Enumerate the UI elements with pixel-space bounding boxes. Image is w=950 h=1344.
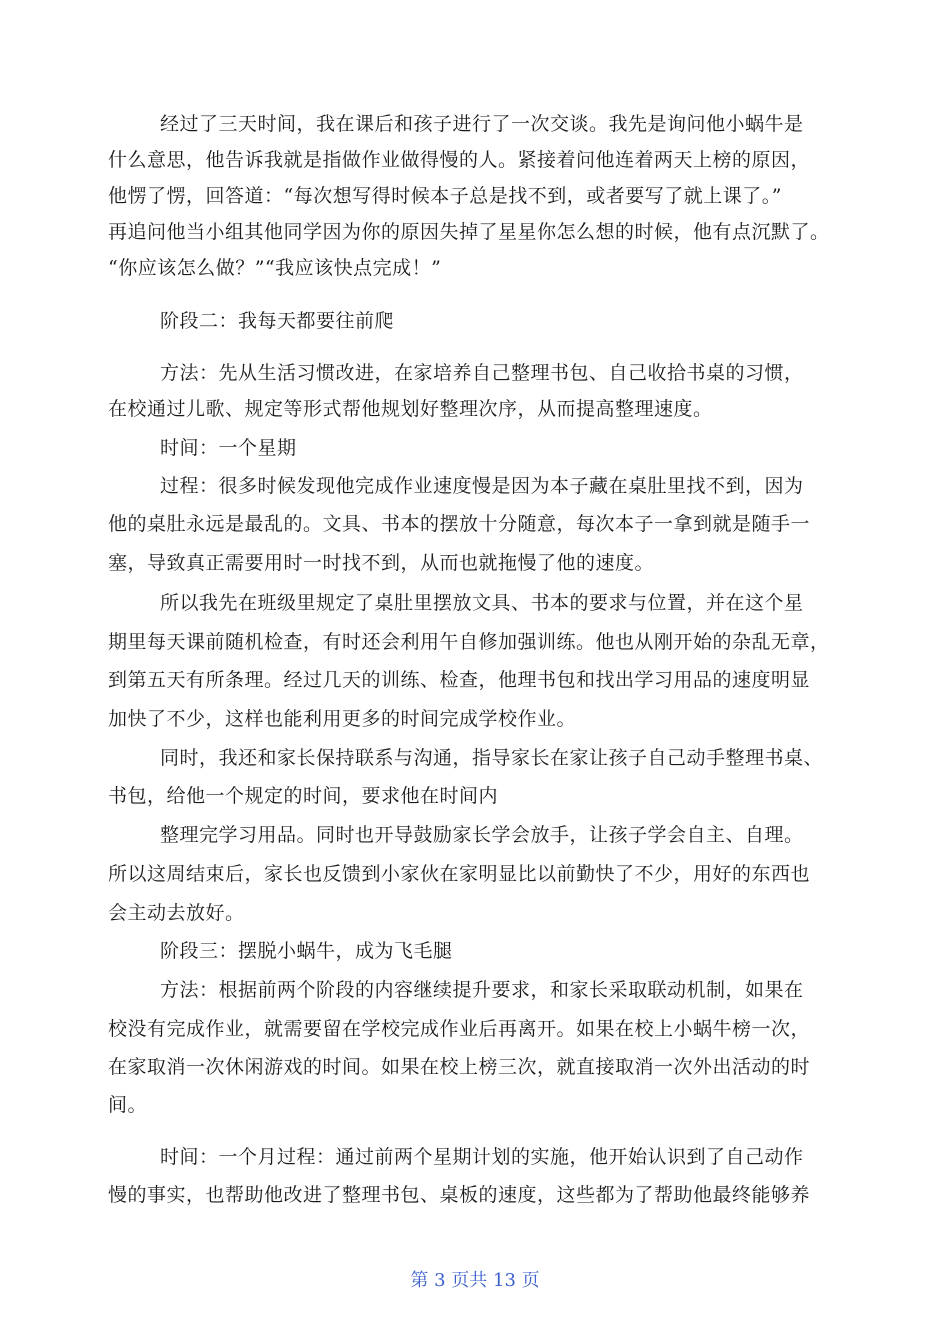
text-line: 再追问他当小组其他同学因为你的原因失掉了星星你怎么想的时候，他有点沉默了。: [108, 221, 830, 243]
text-line: 时间：一个月过程：通过前两个星期计划的实施，他开始认识到了自己动作: [160, 1146, 804, 1168]
text-line: 塞，导致真正需要用时一时找不到，从而也就拖慢了他的速度。: [108, 552, 655, 574]
text-line: 书包，给他一个规定的时间，要求他在时间内: [108, 785, 499, 807]
text-line: 时间：一个星期: [160, 437, 297, 459]
text-line: 经过了三天时间，我在课后和孩子进行了一次交谈。我先是询问他小蜗牛是: [160, 113, 804, 135]
page-number: 第 3 页共 13 页: [410, 1270, 540, 1291]
text-line: “你应该怎么做？”“我应该快点完成！”: [108, 257, 442, 279]
text-line: 整理完学习用品。同时也开导鼓励家长学会放手，让孩子学会自主、自理。: [160, 824, 804, 846]
text-line: 在家取消一次休闲游戏的时间。如果在校上榜三次，就直接取消一次外出活动的时: [108, 1056, 811, 1078]
text-line: 同时，我还和家长保持联系与沟通，指导家长在家让孩子自己动手整理书桌、: [160, 747, 824, 769]
text-line: 到第五天有所条理。经过几天的训练、检查，他理书包和找出学习用品的速度明显: [108, 669, 811, 691]
section-heading: 阶段三：摆脱小蜗牛，成为飞毛腿: [160, 940, 453, 962]
section-heading: 阶段二：我每天都要往前爬: [160, 310, 395, 332]
text-line: 慢的事实，也帮助他改进了整理书包、桌板的速度，这些都为了帮助他最终能够养: [108, 1184, 811, 1206]
text-line: 间。: [108, 1094, 148, 1116]
text-line: 在校通过儿歌、规定等形式帮他规划好整理次序，从而提高整理速度。: [108, 398, 713, 420]
text-line: 会主动去放好。: [108, 902, 245, 924]
text-line: 所以我先在班级里规定了桌肚里摆放文具、书本的要求与位置，并在这个星: [160, 592, 804, 614]
text-line: 方法：先从生活习惯改进，在家培养自己整理书包、自己收拾书桌的习惯，: [160, 362, 804, 384]
text-line: 他愣了愣，回答道：“每次想写得时候本子总是找不到，或者要写了就上课了。”: [108, 185, 782, 207]
text-line: 方法：根据前两个阶段的内容继续提升要求，和家长采取联动机制，如果在: [160, 979, 804, 1001]
text-line: 什么意思，他告诉我就是指做作业做得慢的人。紧接着问他连着两天上榜的原因，: [108, 149, 811, 171]
text-line: 加快了不少，这样也能利用更多的时间完成学校作业。: [108, 708, 577, 730]
text-line: 他的桌肚永远是最乱的。文具、书本的摆放十分随意，每次本子一拿到就是随手一: [108, 513, 811, 535]
text-line: 过程：很多时候发现他完成作业速度慢是因为本子藏在桌肚里找不到，因为: [160, 475, 804, 497]
text-line: 所以这周结束后，家长也反馈到小家伙在家明显比以前勤快了不少，用好的东西也: [108, 863, 811, 885]
text-line: 期里每天课前随机检查，有时还会利用午自修加强训练。他也从刚开始的杂乱无章，: [108, 631, 830, 653]
text-line: 校没有完成作业，就需要留在学校完成作业后再离开。如果在校上小蜗牛榜一次，: [108, 1018, 811, 1040]
